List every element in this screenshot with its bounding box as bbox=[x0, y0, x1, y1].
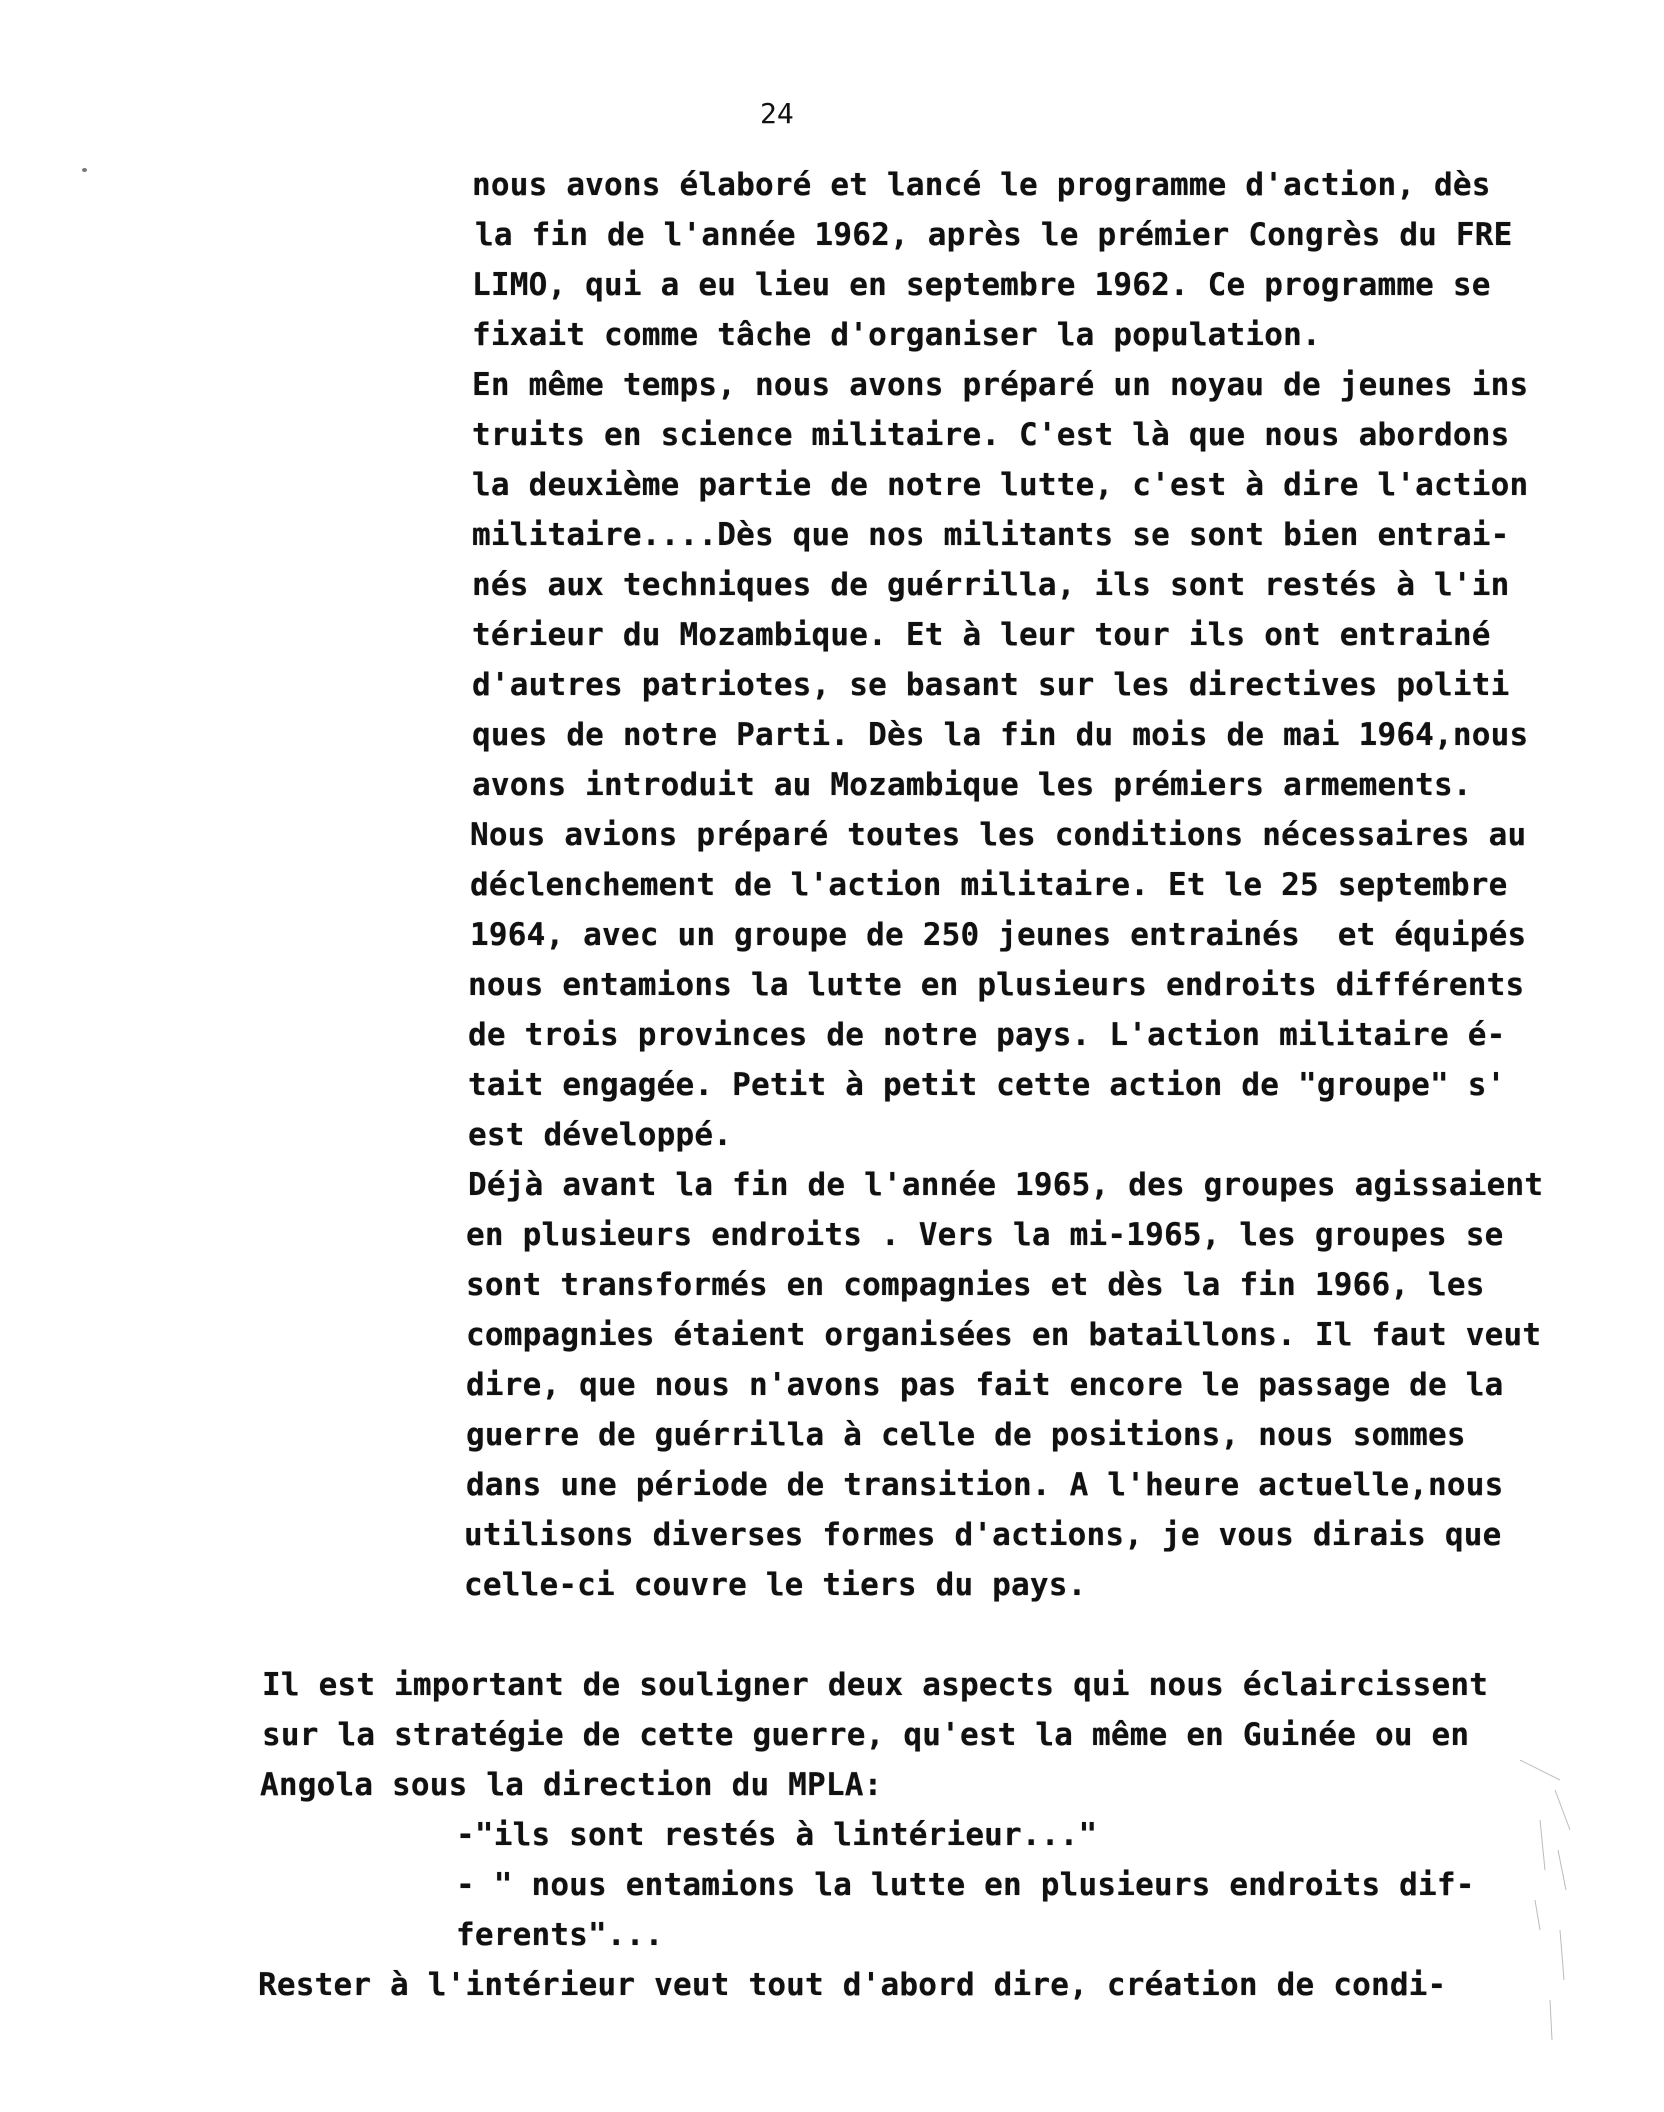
quote-line: - " nous entamions la lutte en plusieurs endroits dif- bbox=[456, 1867, 1475, 1903]
text-line: est développé. bbox=[468, 1117, 733, 1153]
text-line: LIMO, qui a eu lieu en septembre 1962. Ce programme se bbox=[472, 267, 1491, 303]
text-line: sur la stratégie de cette guerre, qu'est la même en Guinée ou en bbox=[262, 1717, 1470, 1753]
text-line: nés aux techniques de guérrilla, ils sont restés à l'in bbox=[472, 567, 1510, 603]
text-line: compagnies étaient organisées en bataillons. Il faut veut bbox=[466, 1317, 1542, 1353]
scan-marks bbox=[1500, 1760, 1580, 2060]
text-line: nous entamions la lutte en plusieurs endroits différents bbox=[468, 967, 1525, 1003]
quote-line: -"ils sont restés à lintérieur..." bbox=[456, 1817, 1098, 1853]
text-line: nous avons élaboré et lancé le programme d'action, dès bbox=[472, 167, 1491, 203]
text-line: dire, que nous n'avons pas fait encore le passage de la bbox=[466, 1367, 1504, 1403]
text-line: dans une période de transition. A l'heure actuelle,nous bbox=[466, 1467, 1504, 1503]
text-line: de trois provinces de notre pays. L'action militaire é- bbox=[468, 1017, 1506, 1053]
text-line: Rester à l'intérieur veut tout d'abord dire, création de condi- bbox=[258, 1967, 1447, 2003]
page-number: 24 bbox=[760, 97, 794, 130]
text-line: déclenchement de l'action militaire. Et le 25 septembre bbox=[470, 867, 1508, 903]
text-line: avons introduit au Mozambique les prémiers armements. bbox=[472, 767, 1472, 803]
text-line: tait engagée. Petit à petit cette action de "groupe" s' bbox=[468, 1067, 1506, 1103]
text-line: Il est important de souligner deux aspects qui nous éclaircissent bbox=[262, 1667, 1489, 1703]
text-line: guerre de guérrilla à celle de positions, nous sommes bbox=[466, 1417, 1466, 1453]
text-line: Déjà avant la fin de l'année 1965, des groupes agissaient bbox=[468, 1167, 1544, 1203]
text-line: Nous avions préparé toutes les conditions nécessaires au bbox=[470, 817, 1527, 853]
text-line: d'autres patriotes, se basant sur les directives politi bbox=[472, 667, 1510, 703]
quote-line: ferents"... bbox=[456, 1917, 664, 1953]
text-line: truits en science militaire. C'est là que nous abordons bbox=[472, 417, 1510, 453]
text-line: en plusieurs endroits . Vers la mi-1965, les groupes se bbox=[466, 1217, 1504, 1253]
text-line: térieur du Mozambique. Et à leur tour ils ont entrainé bbox=[472, 617, 1491, 653]
text-line: sont transformés en compagnies et dès la fin 1966, les bbox=[466, 1267, 1485, 1303]
scan-speck bbox=[82, 168, 87, 172]
text-line: Angola sous la direction du MPLA: bbox=[260, 1767, 883, 1803]
text-line: 1964, avec un groupe de 250 jeunes entrainés et équipés bbox=[470, 917, 1527, 953]
text-line: militaire....Dès que nos militants se sont bien entrai- bbox=[472, 517, 1510, 553]
text-line: utilisons diverses formes d'actions, je vous dirais que bbox=[464, 1517, 1502, 1553]
text-line: la fin de l'année 1962, après le prémier Congrès du FRE bbox=[475, 217, 1513, 253]
text-line: la deuxième partie de notre lutte, c'est à dire l'action bbox=[472, 467, 1529, 503]
text-line: En même temps, nous avons préparé un noyau de jeunes ins bbox=[472, 367, 1529, 403]
text-line: fixait comme tâche d'organiser la population. bbox=[472, 317, 1321, 353]
text-line: celle-ci couvre le tiers du pays. bbox=[464, 1567, 1087, 1603]
text-line: ques de notre Parti. Dès la fin du mois de mai 1964,nous bbox=[472, 717, 1529, 753]
